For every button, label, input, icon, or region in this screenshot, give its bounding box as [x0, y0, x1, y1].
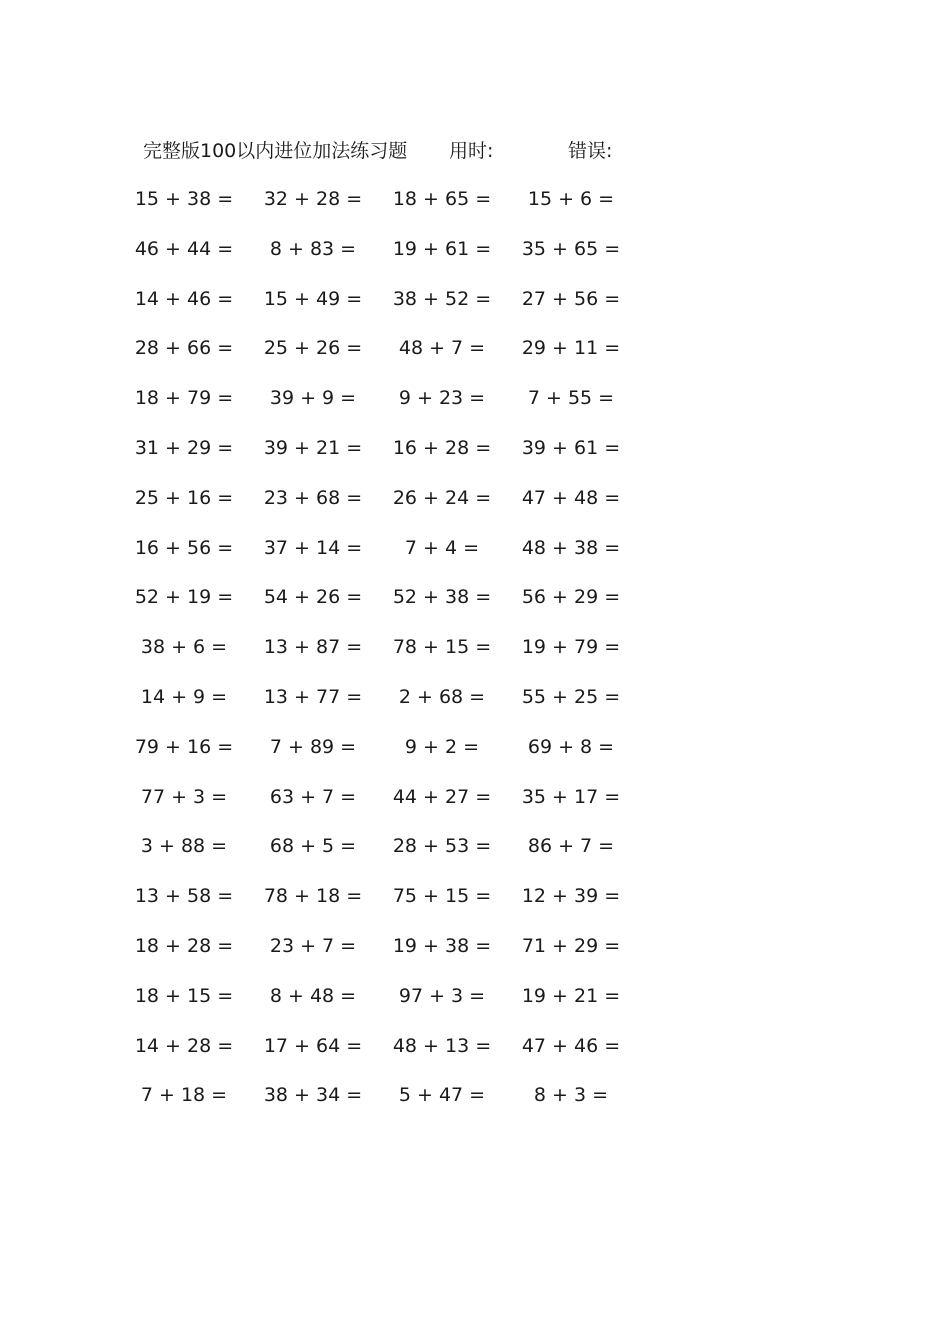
addition-problem: 48 + 7 =: [398, 337, 486, 360]
addition-problem: 78 + 18 =: [263, 885, 363, 908]
problem-row: [128, 484, 648, 534]
addition-problem: 16 + 28 =: [392, 436, 492, 459]
addition-problem: 32 + 28 =: [263, 188, 363, 210]
worksheet-header: [143, 137, 663, 165]
problem-grid: [128, 185, 648, 1131]
addition-problem: 56 + 29 =: [521, 586, 621, 609]
problem-row: [128, 832, 648, 882]
problem-row: [128, 534, 648, 584]
addition-problem: 29 + 11 =: [521, 337, 621, 360]
addition-problem: 13 + 58 =: [134, 885, 234, 908]
addition-problem: 44 + 27 =: [392, 785, 492, 808]
addition-problem: 28 + 53 =: [392, 835, 492, 858]
addition-problem: 18 + 79 =: [134, 387, 234, 410]
problem-row: [128, 882, 648, 932]
addition-problem: 19 + 38 =: [392, 934, 492, 957]
addition-problem: 19 + 21 =: [521, 984, 621, 1007]
addition-problem: 25 + 26 =: [263, 337, 363, 360]
problem-row: [128, 1032, 648, 1082]
problem-row: [128, 733, 648, 783]
addition-problem: 38 + 34 =: [263, 1084, 363, 1107]
worksheet-title: 完整版100以内进位加法练习题: [143, 140, 408, 162]
addition-problem: 15 + 6 =: [527, 188, 615, 210]
addition-problem: 9 + 2 =: [404, 735, 480, 758]
addition-problem: 15 + 49 =: [263, 287, 363, 310]
problem-row: [128, 185, 648, 235]
addition-problem: 47 + 46 =: [521, 1034, 621, 1057]
addition-problem: 47 + 48 =: [521, 486, 621, 509]
addition-problem: 97 + 3 =: [398, 984, 486, 1007]
addition-problem: 48 + 13 =: [392, 1034, 492, 1057]
addition-problem: 26 + 24 =: [392, 486, 492, 509]
addition-problem: 18 + 28 =: [134, 934, 234, 957]
addition-problem: 86 + 7 =: [527, 835, 615, 858]
addition-problem: 48 + 38 =: [521, 536, 621, 559]
addition-problem: 39 + 9 =: [269, 387, 357, 410]
addition-problem: 71 + 29 =: [521, 934, 621, 957]
problem-row: [128, 434, 648, 484]
addition-problem: 39 + 61 =: [521, 436, 621, 459]
addition-problem: 7 + 18 =: [140, 1084, 228, 1107]
addition-problem: 7 + 89 =: [269, 735, 357, 758]
addition-problem: 54 + 26 =: [263, 586, 363, 609]
addition-problem: 12 + 39 =: [521, 885, 621, 908]
addition-problem: 38 + 52 =: [392, 287, 492, 310]
problem-row: [128, 334, 648, 384]
time-used-label: 用时:: [449, 140, 494, 162]
addition-problem: 8 + 3 =: [533, 1084, 609, 1107]
addition-problem: 16 + 56 =: [134, 536, 234, 559]
addition-problem: 18 + 65 =: [392, 188, 492, 210]
problem-row: [128, 235, 648, 285]
addition-problem: 77 + 3 =: [140, 785, 228, 808]
problem-row: [128, 783, 648, 833]
addition-problem: 25 + 16 =: [134, 486, 234, 509]
addition-problem: 37 + 14 =: [263, 536, 363, 559]
addition-problem: 63 + 7 =: [269, 785, 357, 808]
addition-problem: 38 + 6 =: [140, 636, 228, 659]
addition-problem: 2 + 68 =: [398, 685, 486, 708]
addition-problem: 39 + 21 =: [263, 436, 363, 459]
addition-problem: 31 + 29 =: [134, 436, 234, 459]
addition-problem: 52 + 38 =: [392, 586, 492, 609]
addition-problem: 46 + 44 =: [134, 237, 234, 260]
addition-problem: 68 + 5 =: [269, 835, 357, 858]
addition-problem: 35 + 17 =: [521, 785, 621, 808]
problem-row: [128, 982, 648, 1032]
addition-problem: 14 + 28 =: [134, 1034, 234, 1057]
addition-problem: 8 + 48 =: [269, 984, 357, 1007]
problem-row: [128, 683, 648, 733]
addition-problem: 28 + 66 =: [134, 337, 234, 360]
problem-row: [128, 932, 648, 982]
addition-problem: 15 + 38 =: [134, 188, 234, 210]
addition-problem: 9 + 23 =: [398, 387, 486, 410]
addition-problem: 19 + 79 =: [521, 636, 621, 659]
addition-problem: 5 + 47 =: [398, 1084, 486, 1107]
addition-problem: 75 + 15 =: [392, 885, 492, 908]
addition-problem: 79 + 16 =: [134, 735, 234, 758]
addition-problem: 14 + 9 =: [140, 685, 228, 708]
addition-problem: 23 + 68 =: [263, 486, 363, 509]
addition-problem: 35 + 65 =: [521, 237, 621, 260]
addition-problem: 55 + 25 =: [521, 685, 621, 708]
addition-problem: 17 + 64 =: [263, 1034, 363, 1057]
problem-row: [128, 583, 648, 633]
addition-problem: 7 + 4 =: [404, 536, 480, 559]
addition-problem: 3 + 88 =: [140, 835, 228, 858]
addition-problem: 27 + 56 =: [521, 287, 621, 310]
addition-problem: 18 + 15 =: [134, 984, 234, 1007]
addition-problem: 13 + 87 =: [263, 636, 363, 659]
addition-problem: 7 + 55 =: [527, 387, 615, 410]
problem-row: [128, 1081, 648, 1131]
problem-row: [128, 633, 648, 683]
addition-problem: 13 + 77 =: [263, 685, 363, 708]
addition-problem: 69 + 8 =: [527, 735, 615, 758]
addition-problem: 14 + 46 =: [134, 287, 234, 310]
addition-problem: 23 + 7 =: [269, 934, 357, 957]
addition-problem: 8 + 83 =: [269, 237, 357, 260]
problem-row: [128, 285, 648, 335]
addition-problem: 78 + 15 =: [392, 636, 492, 659]
problem-row: [128, 384, 648, 434]
addition-problem: 19 + 61 =: [392, 237, 492, 260]
errors-label: 错误:: [568, 140, 613, 162]
addition-problem: 52 + 19 =: [134, 586, 234, 609]
